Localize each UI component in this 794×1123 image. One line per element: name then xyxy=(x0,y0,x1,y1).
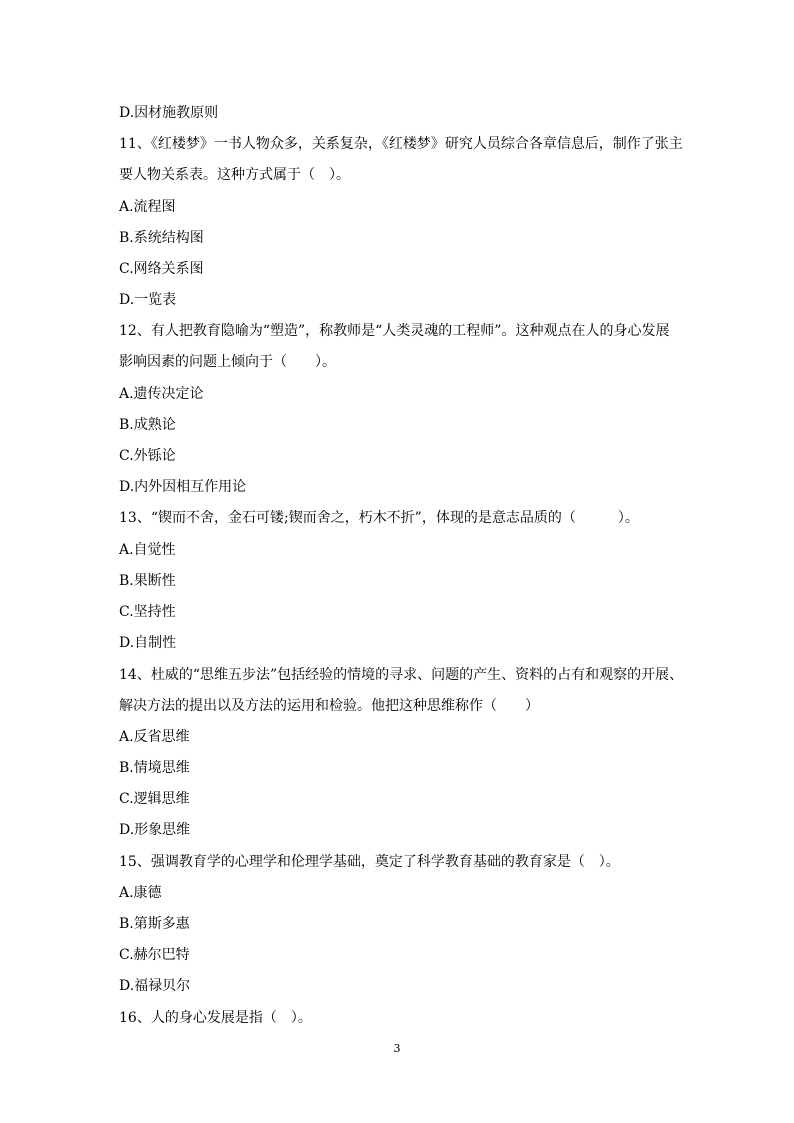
question-14-line-2: 解决方法的提出以及方法的运用和检验。他把这种思维称作（ ） xyxy=(119,698,539,714)
option-15c: C.赫尔巴特 xyxy=(119,947,190,963)
option-11b: B.系统结构图 xyxy=(119,230,204,246)
question-11-line-2: 要人物关系表。这种方式属于（ ）。 xyxy=(119,167,350,183)
option-14b: B.情境思维 xyxy=(119,760,190,776)
option-13b: B.果断性 xyxy=(119,573,176,589)
question-12-line-2: 影响因素的问题上倾向于（ ）。 xyxy=(119,354,336,370)
question-16: 16、人的身心发展是指（ ）。 xyxy=(119,1010,312,1026)
option-12c: C.外铄论 xyxy=(119,448,176,464)
question-13: 13、“锲而不舍，金石可镂;锲而舍之，朽木不折”，体现的是意志品质的（ ）。 xyxy=(119,510,639,526)
option-14a: A.反省思维 xyxy=(119,729,190,745)
option-13d: D.自制性 xyxy=(119,635,177,651)
question-15: 15、强调教育学的心理学和伦理学基础，奠定了科学教育基础的教育家是（ ）。 xyxy=(119,854,620,870)
option-11c: C.网络关系图 xyxy=(119,261,204,277)
question-12-line-1: 12、有人把教育隐喻为“塑造”，称教师是“人类灵魂的工程师”。这种观点在人的身心发展 xyxy=(119,323,670,339)
option-11d: D.一览表 xyxy=(119,292,177,308)
option-14d: D.形象思维 xyxy=(119,822,191,838)
option-15a: A.康德 xyxy=(119,885,162,901)
option-13a: A.自觉性 xyxy=(119,542,176,558)
option-12d: D.内外因相互作用论 xyxy=(119,479,247,495)
option-12a: A.遗传决定论 xyxy=(119,386,204,402)
option-11a: A.流程图 xyxy=(119,199,176,215)
option-12b: B.成熟论 xyxy=(119,417,176,433)
question-14-line-1: 14、杜威的“思维五步法”包括经验的情境的寻求、问题的产生、资料的占有和观察的开展、 xyxy=(119,667,684,683)
question-11-line-1: 11、《红楼梦》一书人物众多，关系复杂，《红楼梦》研究人员综合各章信息后，制作了张主 xyxy=(119,136,683,152)
option-15b: B.第斯多惠 xyxy=(119,916,190,932)
option-15d: D.福禄贝尔 xyxy=(119,978,191,994)
page-number: 3 xyxy=(393,1042,401,1055)
option-10d: D.因材施教原则 xyxy=(119,105,219,121)
option-13c: C.坚持性 xyxy=(119,604,176,620)
option-14c: C.逻辑思维 xyxy=(119,791,190,807)
